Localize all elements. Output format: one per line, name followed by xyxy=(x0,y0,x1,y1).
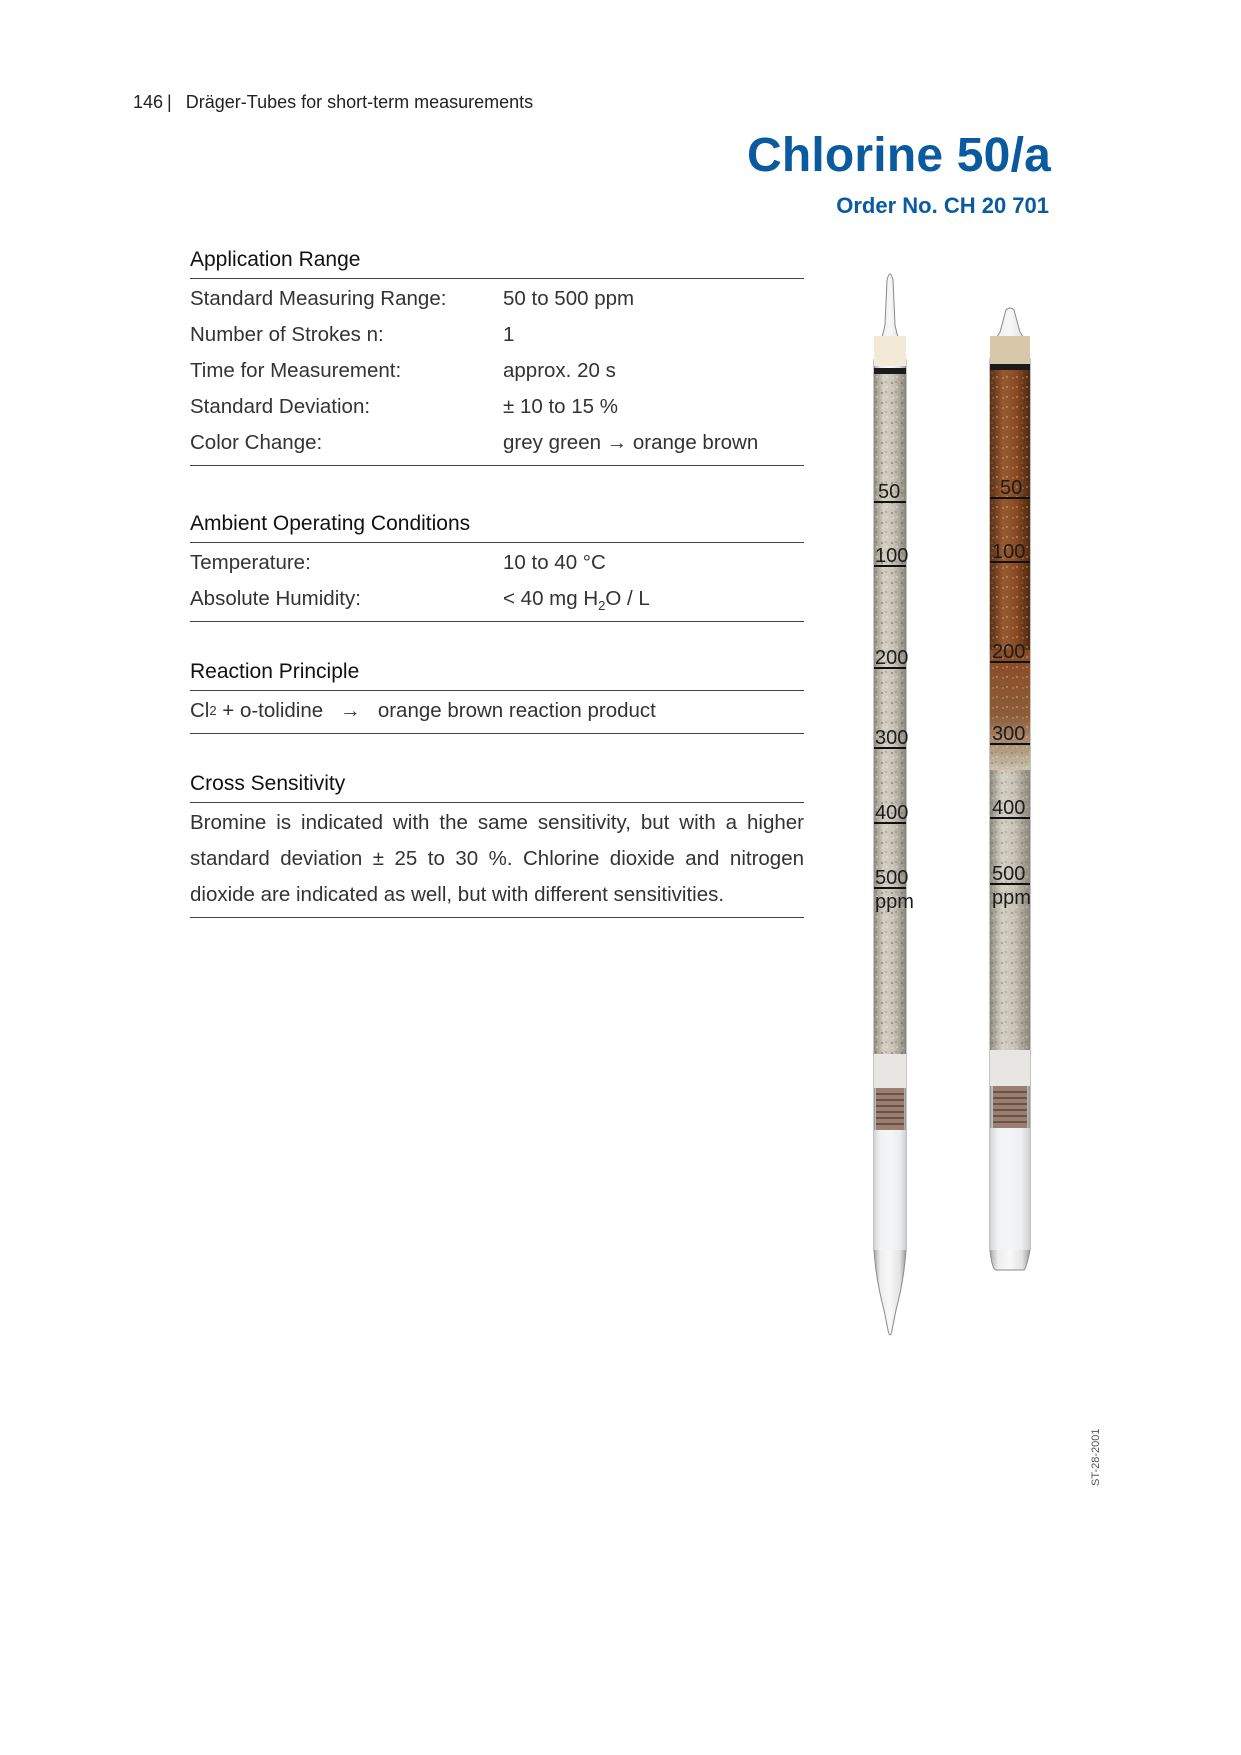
spec-row xyxy=(190,581,804,617)
spec-value: 50 to 500 ppm xyxy=(503,287,635,310)
reaction-principle-section xyxy=(190,660,804,734)
section-heading: Cross Sensitivity xyxy=(190,772,804,803)
scale-mark: 400 xyxy=(875,802,909,824)
spec-key: Time for Measurement: xyxy=(190,359,402,382)
spec-rows xyxy=(190,279,804,466)
spec-row xyxy=(190,317,804,353)
scale-mark: 500 xyxy=(875,867,909,889)
scale-mark: 400 xyxy=(992,797,1026,819)
reaction-row: Cl 2 + o-tolidine → orange brown reaction product xyxy=(190,699,656,722)
scale-mark: 100 xyxy=(875,545,909,567)
reaction-equation xyxy=(190,691,804,734)
scale-mark: 200 xyxy=(992,641,1026,663)
spec-value: grey green → orange brown xyxy=(503,431,759,454)
scale-mark: 100 xyxy=(992,541,1026,563)
tube-unused xyxy=(874,274,914,1335)
spec-value: 10 to 40 °C xyxy=(503,551,606,574)
header-separator: | xyxy=(167,92,172,112)
spec-row xyxy=(190,545,804,581)
scale-unit: ppm xyxy=(992,887,1031,909)
spec-value: approx. 20 s xyxy=(503,359,616,382)
spec-row xyxy=(190,281,804,317)
tube-photo xyxy=(840,270,1080,1490)
page-number: 146 xyxy=(133,92,164,112)
spec-key: Absolute Humidity: xyxy=(190,587,361,610)
page-title: Chlorine 50/a xyxy=(746,129,1051,182)
scale-mark: 50 xyxy=(878,481,901,503)
spec-key: Color Change: xyxy=(190,431,323,454)
spec-value: ± 10 to 15 % xyxy=(503,395,618,418)
spec-row xyxy=(190,389,804,425)
spec-row xyxy=(190,353,804,389)
order-number: Order No. CH 20 701 xyxy=(836,193,1049,218)
scale-mark: 300 xyxy=(875,727,909,749)
cross-sensitivity-text: Bromine is indicated with the same sensitivity, but with a higher standard deviation ± 25 to 30 %. Chlorine dioxide and nitrogen dioxide are indicated as well, but with different sensitivities. xyxy=(190,803,804,918)
tube-used xyxy=(990,308,1031,1270)
spec-row xyxy=(190,425,804,461)
spec-value: 1 xyxy=(503,323,515,346)
scale-mark: 200 xyxy=(875,647,909,669)
spec-key: Temperature: xyxy=(190,551,311,574)
spec-key: Standard Measuring Range: xyxy=(190,287,447,310)
section-heading: Application Range xyxy=(190,248,804,279)
running-header xyxy=(133,92,533,113)
cross-sensitivity-section xyxy=(190,772,804,918)
photo-credit: ST-28-2001 xyxy=(1090,1428,1102,1486)
running-title: Dräger-Tubes for short-term measurements xyxy=(185,92,534,112)
spec-rows xyxy=(190,543,804,622)
spec-key: Number of Strokes n: xyxy=(190,323,384,346)
scale-mark: 500 xyxy=(992,863,1026,885)
scale-unit: ppm xyxy=(875,891,914,913)
application-range-section xyxy=(190,248,804,466)
spec-value: < 40 mg $H_2O$ / L xyxy=(503,587,650,614)
section-heading: Reaction Principle xyxy=(190,660,804,691)
scale-mark: 300 xyxy=(992,723,1026,745)
ambient-conditions-section xyxy=(190,512,804,622)
scale-mark: 50 xyxy=(1000,477,1023,499)
section-heading: Ambient Operating Conditions xyxy=(190,512,804,543)
spec-key: Standard Deviation: xyxy=(190,395,371,418)
spec-content xyxy=(190,248,804,918)
